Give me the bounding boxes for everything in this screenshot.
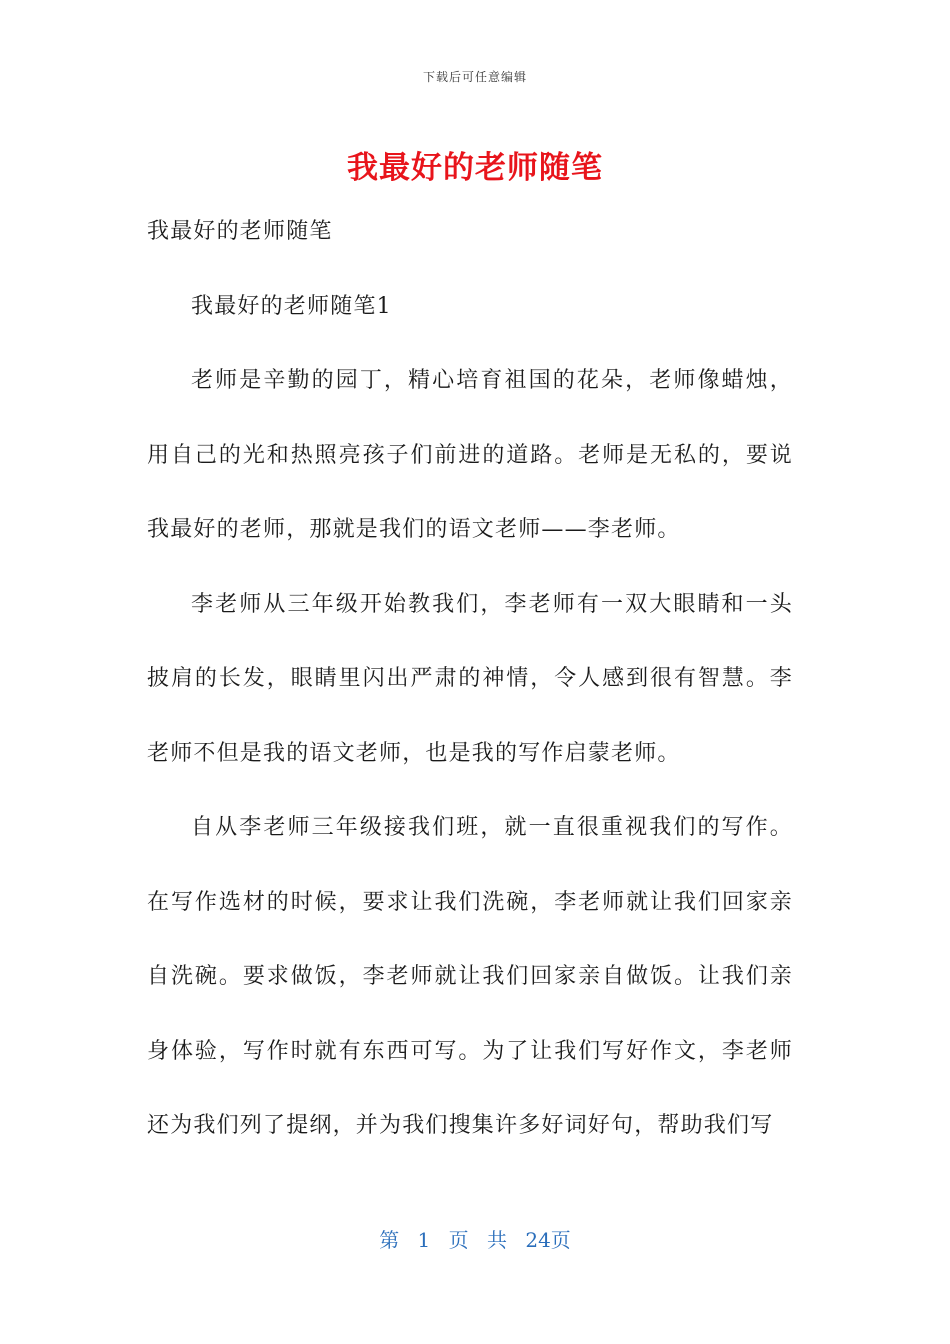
paragraph-heading: 我最好的老师随笔1 — [191, 293, 392, 319]
paragraph: 自从李老师三年级接我们班，就一直很重视我们的写作。在写作选材的时候，要求让我们洗碗，李老师就让我们回家亲自洗碗。要求做饭，李老师就让我们回家亲自做饭。让我们亲身体验，写作时就有东西可写。为了让我们写好作文，李老师还为我们列了提纲，并为我们搜集许多好词好句，帮助我们写 — [147, 815, 793, 1138]
footer-label-of: 页 — [448, 1228, 469, 1252]
paragraph: 李老师从三年级开始教我们，李老师有一双大眼睛和一头披肩的长发，眼睛里闪出严肃的神情，令人感到很有智慧。李老师不但是我的语文老师，也是我的写作启蒙老师。 — [147, 591, 793, 766]
document-title: 我最好的老师随笔 — [347, 150, 603, 186]
footer-total-pages: 24页 — [525, 1228, 571, 1252]
footer-label-total: 共 — [487, 1228, 507, 1252]
subtitle: 我最好的老师随笔 — [147, 219, 333, 244]
header-note: 下载后可任意编辑 — [422, 70, 527, 84]
page-footer — [0, 1224, 950, 1253]
footer-label-page: 第 — [379, 1228, 400, 1252]
paragraph: 老师是辛勤的园丁，精心培育祖国的花朵，老师像蜡烛，用自己的光和热照亮孩子们前进的道路。老师是无私的，要说我最好的老师，那就是我们的语文老师——李老师。 — [147, 368, 793, 542]
footer-current-page: 1 — [417, 1228, 431, 1252]
document-body — [147, 195, 793, 1164]
